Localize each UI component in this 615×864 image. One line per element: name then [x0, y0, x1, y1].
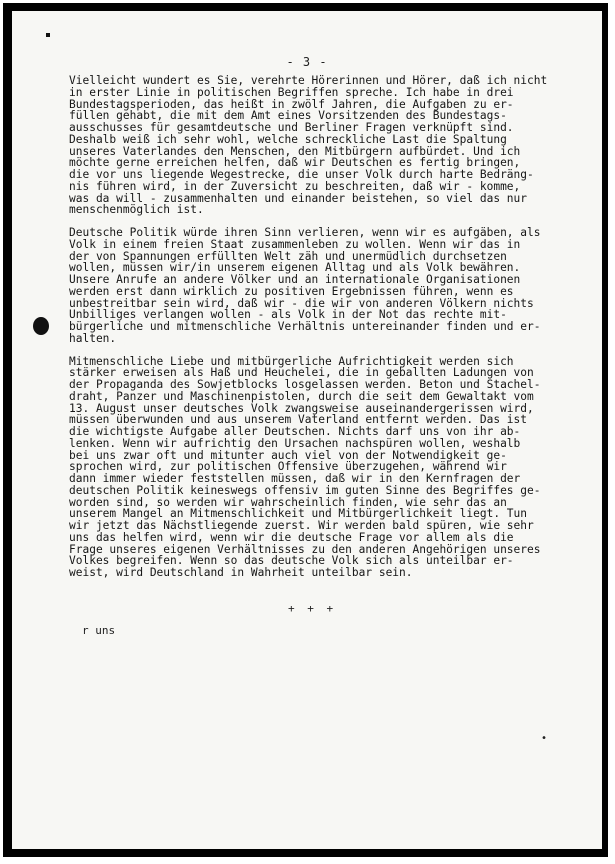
text-line: müssen überwunden und aus unserem Vaterland entfernt werden. Das ist: [69, 413, 528, 427]
text-line: der von Spannungen erfüllten Welt zäh und unermüdlich durchsetzen: [69, 249, 507, 263]
text-line: füllen gehabt, die mit dem Amt eines Vorsitzenden des Bundestags-: [69, 109, 507, 123]
text-line: deutschen Politik keineswegs offensiv im guten Sinne des Begriffes ge-: [69, 483, 541, 497]
text-line: möchte gerne erreichen helfen, daß wir Deutschen es fertig bringen,: [69, 156, 521, 170]
text-line: die vor uns liegende Wegestrecke, die unser Volk durch harte Bedräng-: [69, 168, 534, 181]
paragraph: [69, 227, 557, 345]
text-line: draht, Panzer und Maschinenpistolen, durch die seit dem Gewaltakt vom: [69, 389, 534, 403]
text-line: Unsere Anrufe an andere Völker und an internationale Organisationen: [69, 273, 521, 286]
text-line: dann immer wieder feststellen müssen, daß wir in den Kernfragen der: [69, 472, 521, 485]
text-line: weist, wird Deutschland in Wahrheit unteilbar sein.: [69, 566, 413, 579]
text-line: ausschusses für gesamtdeutsche und Berliner Fragen verknüpft sind.: [69, 121, 514, 134]
text-line: in erster Linie in politischen Begriffen spreche. Ich habe in drei: [69, 85, 514, 99]
text-line: Volkes begreifen. Wenn so das deutsche Volk sich als unteilbar er-: [69, 554, 514, 568]
text-line: uns das helfen wird, wenn wir die deutsche Frage vor allem als die: [69, 530, 514, 544]
body-text: [69, 75, 557, 590]
closing-initials: r uns: [82, 624, 116, 637]
text-line: die wichtigste Aufgabe aller Deutschen. Nichts darf uns von ihr ab-: [69, 425, 521, 438]
scan-artifact: •: [541, 733, 548, 744]
text-line: der Propaganda des Sowjetblocks losgelassen werden. Beton und Stachel-: [69, 378, 541, 391]
text-line: 13. August unser deutsches Volk zwangsweise auseinandergerissen wird,: [69, 401, 534, 415]
punch-hole-mark: [33, 317, 49, 335]
text-line: Vielleicht wundert es Sie, verehrte Hörerinnen und Hörer, daß ich nicht: [69, 74, 548, 87]
text-line: menschenmöglich ist.: [69, 203, 204, 217]
scan-speck: [46, 33, 50, 37]
document-page: [12, 11, 602, 849]
text-line: was da will - zusammenhalten und einander beistehen, so viel das nur: [69, 191, 528, 205]
text-line: Volk in einem freien Staat zusammenleben zu wollen. Wenn wir das in: [69, 237, 521, 251]
text-line: unseres Vaterlandes den Menschen, den Mitbürgern aufbürdet. Und ich: [69, 144, 521, 158]
page-number: - 3 -: [286, 55, 328, 69]
text-line: wollen, müssen wir/in unserem eigenen Alltag und als Volk bewähren.: [69, 261, 521, 275]
text-line: wir jetzt das Nächstliegende zuerst. Wir werden bald spüren, wie sehr: [69, 519, 534, 532]
text-line: nis führen wird, in der Zuversicht zu beschreiten, daß wir - komme,: [69, 179, 521, 193]
text-line: Deutsche Politik würde ihren Sinn verlieren, wenn wir es aufgäben, als: [69, 226, 541, 239]
text-line: lenken. Wenn wir aufrichtig den Ursachen nachspüren wollen, weshalb: [69, 436, 521, 450]
text-line: bei uns zwar oft und mitunter auch viel von der Notwendigkeit ge-: [69, 448, 507, 462]
text-line: worden sind, so werden wir wahrscheinlich finden, wie sehr das an: [69, 495, 507, 509]
text-line: werden erst dann wirklich zu positiven Ergebnissen führen, wenn es: [69, 284, 514, 298]
text-line: unbestreitbar sein wird, daß wir - die wir von anderen Völkern nichts: [69, 296, 534, 310]
text-line: Bundestagsperioden, das heißt in zwölf Jahren, die Aufgaben zu er-: [69, 97, 514, 111]
text-line: Mitmenschliche Liebe und mitbürgerliche Aufrichtigkeit werden sich: [69, 354, 514, 368]
text-line: Unbilliges verlangen wollen - als Volk in der Not das rechte mit-: [69, 308, 507, 322]
paragraph: [69, 356, 557, 579]
text-line: unserem Mangel an Mitmenschlichkeit und Mitbürgerlichkeit liegt. Tun: [69, 507, 528, 521]
text-line: Frage unseres eigenen Verhältnisses zu den anderen Angehörigen unseres: [69, 542, 541, 556]
text-line: halten.: [69, 331, 117, 345]
text-line: sprochen wird, zur politischen Offensive überzugehen, während wir: [69, 460, 507, 474]
paragraph: [69, 75, 557, 216]
text-line: stärker erweisen als Haß und Heuchelei, die in geballten Ladungen von: [69, 366, 534, 380]
text-line: bürgerliche und mitmenschliche Verhältnis untereinander finden und er-: [69, 320, 541, 333]
text-line: Deshalb weiß ich sehr wohl, welche schreckliche Last die Spaltung: [69, 132, 507, 146]
section-separator: + + +: [288, 602, 337, 615]
scan-border: [3, 3, 608, 857]
